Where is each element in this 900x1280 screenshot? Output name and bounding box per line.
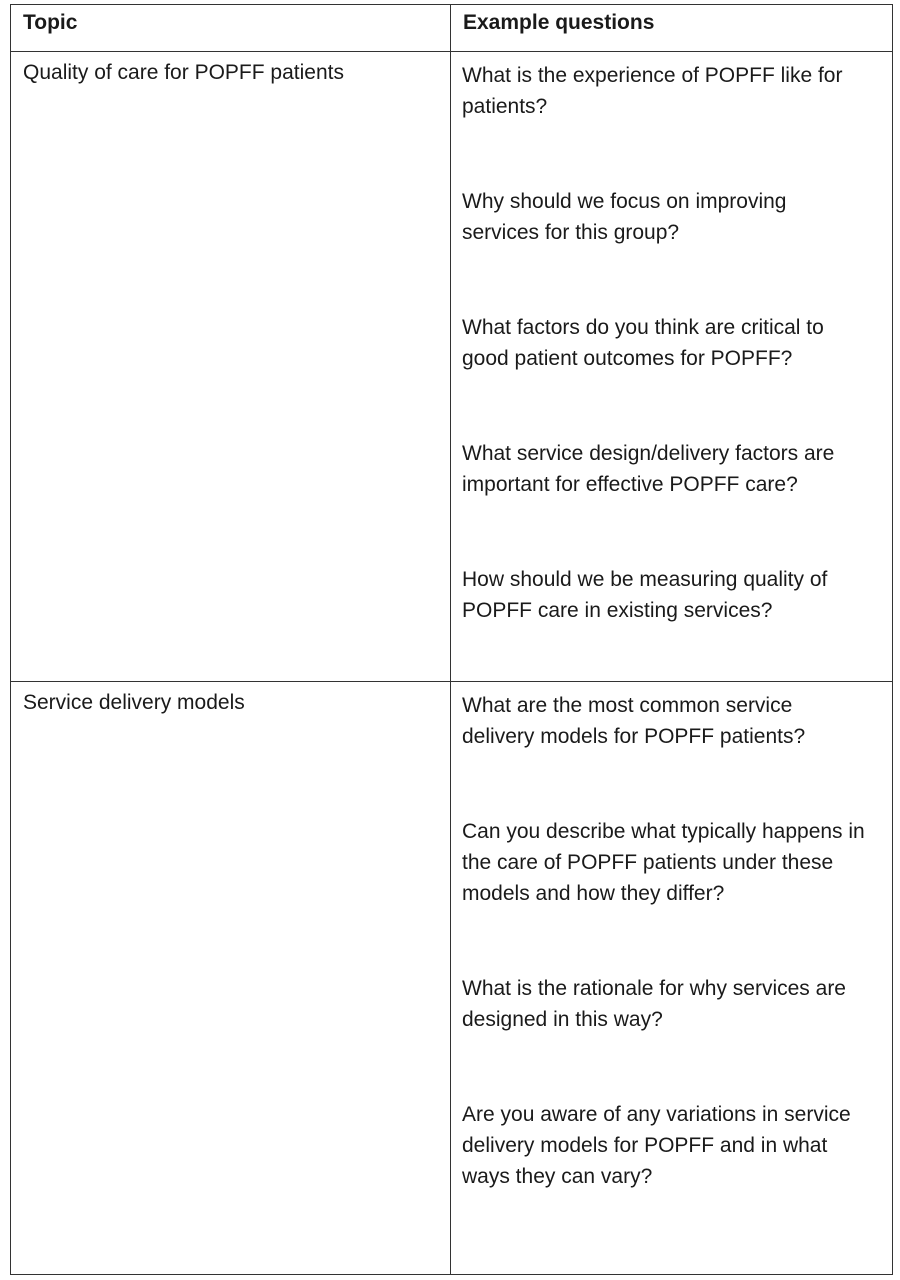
topic-cell: Quality of care for POPFF patients [11, 52, 451, 682]
question-text: Can you describe what typically happens in the care of POPFF patients under these models and how they differ? [462, 820, 865, 905]
header-topic: Topic [11, 5, 451, 52]
header-example-questions: Example questions [451, 5, 893, 52]
question-text: What service design/delivery factors are important for effective POPFF care? [462, 442, 835, 496]
questions-cell [451, 682, 893, 1275]
question-text: Are you aware of any variations in service delivery models for POPFF and in what ways they can vary? [462, 1103, 851, 1188]
topic-cell: Service delivery models [11, 682, 451, 1275]
question-text: Why should we focus on improving services for this group? [462, 190, 787, 244]
question-text: What factors do you think are critical to good patient outcomes for POPFF? [462, 316, 824, 370]
table-row [11, 682, 893, 1275]
table-row [11, 52, 893, 682]
question-text: What is the rationale for why services are designed in this way? [462, 977, 846, 1031]
table-header-row [11, 5, 893, 52]
question-text: How should we be measuring quality of POPFF care in existing services? [462, 568, 828, 622]
question-text: What is the experience of POPFF like for patients? [462, 64, 843, 118]
topics-table [10, 4, 893, 1275]
question-text: What are the most common service delivery models for POPFF patients? [462, 694, 806, 748]
questions-cell [451, 52, 893, 682]
